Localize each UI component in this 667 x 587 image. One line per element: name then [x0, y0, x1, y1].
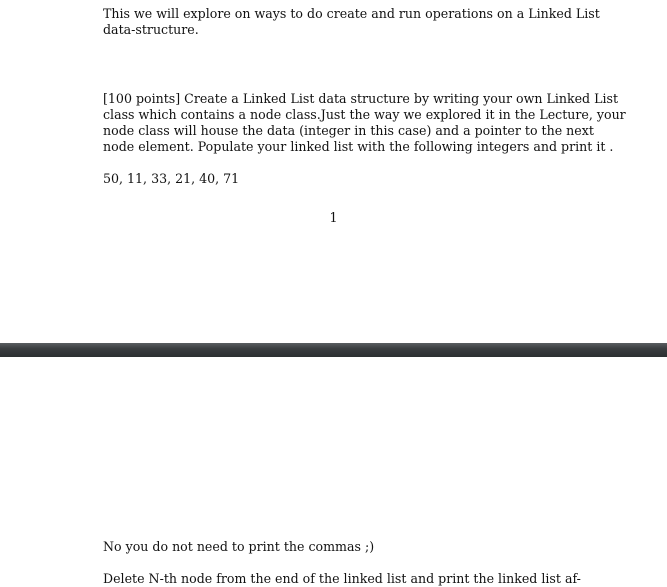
task-line-4: node element. Populate your linked list with the following integers and print it . [103, 139, 614, 154]
document-page-2 [0, 357, 667, 586]
task-line-3: node class will house the data (integer in this case) and a pointer to the next [103, 123, 594, 138]
delete-task-line-1: Delete N-th node from the end of the linked list and print the linked list af- [103, 571, 581, 586]
task-line-2: class which contains a node class.Just the way we explored it in the Lecture, your [103, 107, 626, 122]
integer-list-text: 50, 11, 33, 21, 40, 71 [103, 171, 240, 186]
delete-task-paragraph [103, 571, 581, 587]
intro-paragraph [103, 6, 600, 38]
commas-note [103, 539, 561, 555]
intro-line-2: data-structure. [103, 22, 199, 37]
page-separator [0, 343, 667, 357]
page-number: 1 [329, 210, 338, 225]
task-paragraph [103, 91, 626, 155]
commas-note-text: No you do not need to print the commas ;) [103, 539, 375, 554]
task-line-1: [100 points] Create a Linked List data structure by writing your own Linked List [103, 91, 619, 106]
intro-line-1: This we will explore on ways to do create and run operations on a Linked List [103, 6, 600, 21]
integer-list [103, 171, 561, 187]
